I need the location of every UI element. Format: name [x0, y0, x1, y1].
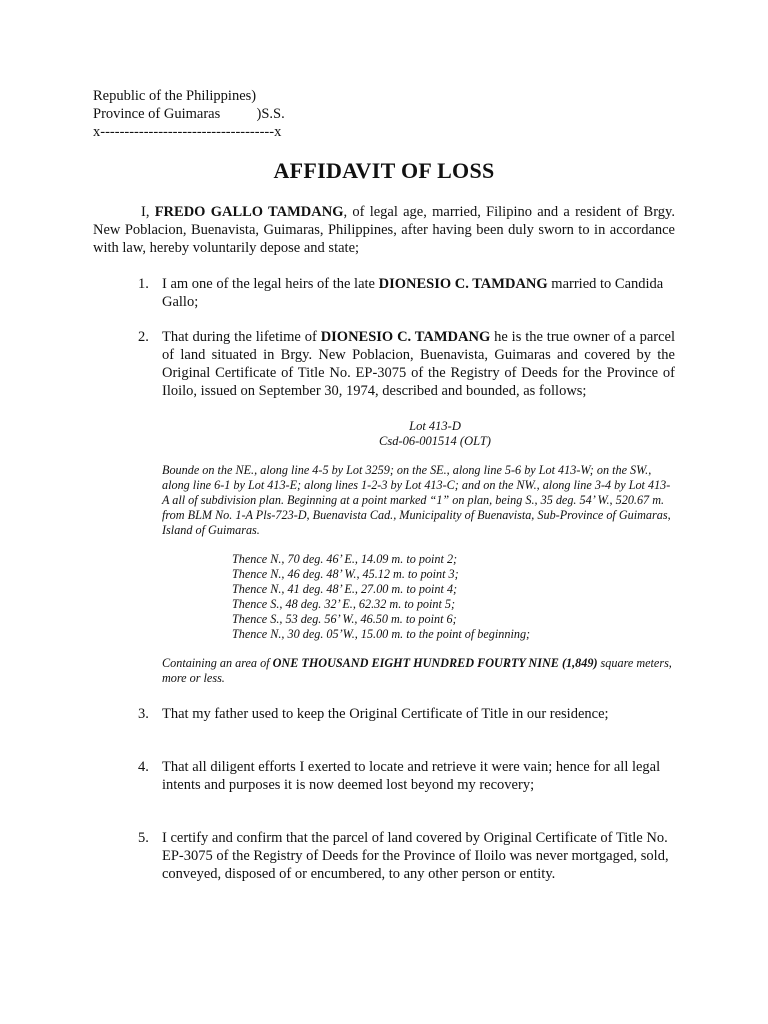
item-number: 3. — [138, 706, 149, 722]
item-number: 5. — [138, 830, 149, 846]
area-pre: Containing an area of — [162, 656, 273, 670]
venue-separator: x------------------------------------x — [93, 124, 282, 140]
item-number: 2. — [138, 329, 149, 345]
item-text: That my father used to keep the Original Certificate of Title in our residence; — [162, 706, 609, 722]
venue-block — [93, 87, 285, 141]
intro-post: , of legal age, married, Filipino and a resident of Brgy. New Poblacion, Buenavista, Guimaras, Philippines, after having been duly sworn to in accordance with law, hereby voluntarily depose and state; — [93, 204, 675, 256]
venue-republic: Republic of the Philippines) — [93, 88, 257, 104]
thence-line: Thence S., 48 deg. 32’ E., 62.32 m. to point 5; — [232, 597, 456, 611]
thence-line: Thence N., 41 deg. 48’ E., 27.00 m. to point 4; — [232, 582, 458, 596]
item-number: 4. — [138, 759, 149, 775]
thence-line: Thence S., 53 deg. 56’ W., 46.50 m. to point 6; — [232, 612, 457, 626]
decedent-name: DIONESIO C. TAMDANG — [378, 276, 548, 292]
item-number: 1. — [138, 276, 149, 292]
lot-number: Lot 413-D — [409, 419, 461, 433]
list-item-4 — [93, 758, 675, 794]
area-statement — [162, 656, 672, 686]
area-post: square meters, more or less. — [162, 656, 672, 685]
item-text-post: he is the true owner of a parcel of land situated in Brgy. New Poblacion, Buenavista, Guimaras and covered by the Original Certificate of Title No. EP-3075 of the Registry of Deeds for the Province of Iloilo, issued on September 30, 1974, described and bounded, as follows; — [162, 329, 675, 399]
area-figure: ONE THOUSAND EIGHT HUNDRED FOURTY NINE (1,849) — [272, 656, 598, 670]
item-text — [162, 328, 675, 400]
survey-number: Csd-06-001514 (OLT) — [379, 434, 491, 448]
list-item-3 — [93, 705, 675, 723]
venue-province: Province of Guimaras )S.S. — [93, 106, 285, 122]
thence-line: Thence N., 30 deg. 05’W., 15.00 m. to the point of beginning; — [232, 627, 531, 641]
affiant-name: FREDO GALLO TAMDANG — [154, 204, 344, 220]
page-title: AFFIDAVIT OF LOSS — [273, 158, 495, 183]
technical-description: Bounde on the NE., along line 4-5 by Lot 3259; on the SE., along line 5-6 by Lot 413-W; on the SW., along line 6-1 by Lot 413-E; along lines 1-2-3 by Lot 413-C; and on the NW., along line 3-4 by Lot 413-A all of subdivision plan. Beginning at a point marked “1” on plan, being S., 35 deg. 54’ W., 520.67 m. from BLM No. 1-A Pls-723-D, Buenavista Cad., Municipality of Buenavista, Sub-Province of Guimaras, Island of Guimaras. — [162, 463, 671, 537]
item-text-post: married to Candida Gallo; — [162, 276, 664, 310]
item-text-pre: That during the lifetime of — [162, 329, 321, 345]
decedent-name: DIONESIO C. TAMDANG — [320, 329, 491, 345]
intro-pre: I, — [141, 204, 155, 220]
thence-line: Thence N., 70 deg. 46’ E., 14.09 m. to point 2; — [232, 552, 458, 566]
list-item-1 — [93, 275, 675, 311]
thence-line: Thence N., 46 deg. 48’ W., 45.12 m. to point 3; — [232, 567, 459, 581]
item-text: I certify and confirm that the parcel of land covered by Original Certificate of Title No. EP-3075 of the Registry of Deeds for the Province of Iloilo was never mortgaged, sold, conveyed, disposed of or encumbered, to any other person or entity. — [162, 830, 669, 882]
item-text — [162, 275, 675, 311]
intro-paragraph — [93, 203, 675, 257]
list-item-2 — [93, 328, 675, 400]
item-text: That all diligent efforts I exerted to locate and retrieve it were vain; hence for all legal intents and purposes it is now deemed lost beyond my recovery; — [162, 759, 661, 793]
item-text-pre: I am one of the legal heirs of the late — [162, 276, 379, 292]
list-item-5 — [93, 829, 675, 883]
